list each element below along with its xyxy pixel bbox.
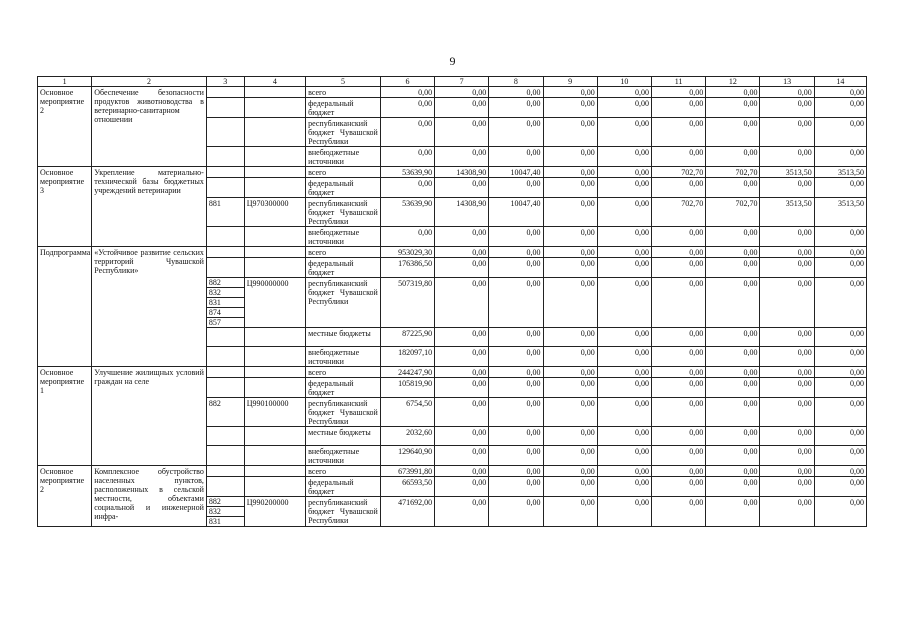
amount-cell: 0,00 [814,87,866,98]
amount-cell: 0,00 [435,247,489,258]
grbs-code-cell [206,278,244,328]
grbs-code-cell [206,367,244,378]
program-type-cell: Подпрограмма [38,247,92,367]
csr-code-cell [244,477,305,497]
column-number-cell: 6 [380,77,434,87]
amount-cell: 0,00 [543,227,597,247]
amount-cell: 0,00 [760,147,814,167]
amount-cell: 0,00 [435,378,489,398]
grbs-code-item: 832 [207,287,244,297]
amount-cell: 0,00 [706,87,760,98]
column-number-cell: 14 [814,77,866,87]
amount-cell: 0,00 [706,427,760,446]
amount-cell: 471692,00 [380,497,434,527]
amount-cell: 0,00 [652,367,706,378]
column-number-cell: 4 [244,77,305,87]
csr-code-cell: Ц990200000 [244,497,305,527]
amount-cell: 0,00 [543,147,597,167]
grbs-code-cell [206,98,244,118]
amount-cell: 0,00 [814,147,866,167]
amount-cell: 0,00 [489,347,543,367]
amount-cell: 0,00 [435,147,489,167]
table-row [38,247,867,258]
amount-cell: 0,00 [597,198,651,227]
amount-cell: 10047,40 [489,167,543,178]
amount-cell: 0,00 [597,147,651,167]
column-number-cell: 2 [92,77,207,87]
column-number-row [38,77,867,87]
column-number-cell: 5 [306,77,381,87]
grbs-code-cell [206,147,244,167]
amount-cell: 0,00 [435,446,489,466]
funding-source-cell: местные бюджеты [306,427,381,446]
amount-cell: 0,00 [652,497,706,527]
amount-cell: 0,00 [706,258,760,278]
amount-cell: 0,00 [706,278,760,328]
amount-cell: 507319,80 [380,278,434,328]
amount-cell: 0,00 [489,247,543,258]
amount-cell: 0,00 [597,278,651,328]
funding-source-cell: республиканский бюджет Чувашской Республики [306,497,381,527]
amount-cell: 0,00 [814,497,866,527]
amount-cell: 0,00 [760,477,814,497]
grbs-code-cell: 882 [206,398,244,427]
funding-source-cell: федеральный бюджет [306,178,381,198]
amount-cell: 0,00 [380,118,434,147]
funding-source-cell: федеральный бюджет [306,378,381,398]
amount-cell: 53639,90 [380,167,434,178]
amount-cell: 0,00 [706,477,760,497]
amount-cell: 0,00 [760,118,814,147]
funding-source-cell: республиканский бюджет Чувашской Республики [306,278,381,328]
amount-cell: 0,00 [706,247,760,258]
csr-code-cell: Ц970300000 [244,198,305,227]
funding-source-cell: всего [306,167,381,178]
amount-cell: 0,00 [543,367,597,378]
amount-cell: 3513,50 [760,167,814,178]
amount-cell: 0,00 [597,427,651,446]
amount-cell: 244247,90 [380,367,434,378]
program-type-cell: Основное мероприятие 1 [38,367,92,466]
column-number-cell: 1 [38,77,92,87]
amount-cell: 0,00 [489,328,543,347]
amount-cell: 0,00 [814,398,866,427]
grbs-code-cell [206,178,244,198]
csr-code-cell [244,98,305,118]
amount-cell: 0,00 [760,446,814,466]
funding-source-cell: всего [306,367,381,378]
amount-cell: 0,00 [489,466,543,477]
amount-cell: 3513,50 [760,198,814,227]
amount-cell: 0,00 [380,87,434,98]
csr-code-cell [244,427,305,446]
funding-source-cell: внебюджетные источники [306,227,381,247]
amount-cell: 0,00 [706,98,760,118]
amount-cell: 0,00 [543,178,597,198]
amount-cell: 0,00 [760,427,814,446]
amount-cell: 105819,90 [380,378,434,398]
column-number-cell: 11 [652,77,706,87]
amount-cell: 0,00 [435,347,489,367]
program-name-cell: Комплексное обустройство населенных пунктов, расположенных в сельской местности, объектами социальной и инженерной инфра- [92,466,207,527]
csr-code-cell [244,466,305,477]
amount-cell: 0,00 [489,147,543,167]
amount-cell: 0,00 [814,367,866,378]
amount-cell: 182097,10 [380,347,434,367]
amount-cell: 0,00 [760,466,814,477]
amount-cell: 0,00 [814,278,866,328]
grbs-code-list [209,278,242,327]
amount-cell: 0,00 [543,398,597,427]
csr-code-cell [244,328,305,347]
csr-code-cell [244,118,305,147]
table-row [38,167,867,178]
funding-source-cell: республиканский бюджет Чувашской Республики [306,198,381,227]
grbs-code-cell [206,118,244,147]
grbs-code-cell [206,497,244,527]
amount-cell: 0,00 [814,98,866,118]
amount-cell: 53639,90 [380,198,434,227]
csr-code-cell [244,258,305,278]
amount-cell: 0,00 [380,178,434,198]
amount-cell: 0,00 [706,398,760,427]
amount-cell: 0,00 [760,258,814,278]
amount-cell: 0,00 [760,87,814,98]
csr-code-cell [244,87,305,98]
csr-code-cell [244,178,305,198]
amount-cell: 0,00 [489,227,543,247]
amount-cell: 0,00 [814,477,866,497]
amount-cell: 0,00 [489,178,543,198]
amount-cell: 0,00 [597,178,651,198]
funding-source-cell: внебюджетные источники [306,147,381,167]
amount-cell: 0,00 [543,167,597,178]
amount-cell: 87225,90 [380,328,434,347]
csr-code-cell: Ц990000000 [244,278,305,328]
amount-cell: 0,00 [760,247,814,258]
amount-cell: 0,00 [652,378,706,398]
amount-cell: 953029,30 [380,247,434,258]
amount-cell: 0,00 [652,477,706,497]
column-number-cell: 12 [706,77,760,87]
amount-cell: 0,00 [489,497,543,527]
amount-cell: 0,00 [543,477,597,497]
program-name-cell: Укрепление материально-технической базы бюджетных учреждений ветеринарии [92,167,207,247]
grbs-code-item: 832 [207,506,244,516]
amount-cell: 0,00 [706,147,760,167]
grbs-code-cell [206,328,244,347]
amount-cell: 0,00 [489,118,543,147]
amount-cell: 0,00 [706,118,760,147]
amount-cell: 0,00 [652,258,706,278]
amount-cell: 0,00 [706,347,760,367]
amount-cell: 0,00 [652,427,706,446]
csr-code-cell [244,347,305,367]
amount-cell: 0,00 [543,98,597,118]
amount-cell: 0,00 [706,446,760,466]
grbs-code-cell [206,446,244,466]
funding-source-cell: внебюджетные источники [306,347,381,367]
amount-cell: 0,00 [435,227,489,247]
amount-cell: 0,00 [435,427,489,446]
amount-cell: 0,00 [706,367,760,378]
amount-cell: 0,00 [489,446,543,466]
amount-cell: 0,00 [760,278,814,328]
amount-cell: 0,00 [380,98,434,118]
amount-cell: 0,00 [597,446,651,466]
amount-cell: 0,00 [814,328,866,347]
amount-cell: 0,00 [814,118,866,147]
amount-cell: 0,00 [489,427,543,446]
amount-cell: 0,00 [814,446,866,466]
amount-cell: 673991,80 [380,466,434,477]
amount-cell: 0,00 [760,98,814,118]
amount-cell: 0,00 [597,118,651,147]
amount-cell: 0,00 [380,147,434,167]
amount-cell: 0,00 [760,227,814,247]
amount-cell: 176386,50 [380,258,434,278]
amount-cell: 0,00 [814,427,866,446]
program-name-cell: Обеспечение безопасности продуктов животноводства в ветеринарно-санитарном отношении [92,87,207,167]
amount-cell: 0,00 [489,367,543,378]
amount-cell: 0,00 [380,227,434,247]
amount-cell: 0,00 [706,328,760,347]
amount-cell: 0,00 [597,378,651,398]
program-type-cell: Основное мероприятие 2 [38,87,92,167]
amount-cell: 0,00 [435,118,489,147]
amount-cell: 0,00 [597,398,651,427]
grbs-code-cell [206,227,244,247]
amount-cell: 0,00 [652,178,706,198]
amount-cell: 0,00 [543,198,597,227]
csr-code-cell [244,227,305,247]
program-type-cell: Основное мероприятие 3 [38,167,92,247]
table-row [38,87,867,98]
funding-source-cell: внебюджетные источники [306,446,381,466]
amount-cell: 0,00 [543,446,597,466]
amount-cell: 0,00 [435,497,489,527]
grbs-code-item: 857 [207,317,244,327]
amount-cell: 0,00 [760,367,814,378]
column-number-cell: 8 [489,77,543,87]
amount-cell: 0,00 [435,328,489,347]
amount-cell: 0,00 [489,258,543,278]
amount-cell: 0,00 [435,367,489,378]
amount-cell: 0,00 [489,477,543,497]
amount-cell: 0,00 [652,87,706,98]
amount-cell: 0,00 [814,466,866,477]
program-name-cell: «Устойчивое развитие сельских территорий Чувашской Республики» [92,247,207,367]
funding-source-cell: республиканский бюджет Чувашской Республики [306,118,381,147]
amount-cell: 0,00 [597,87,651,98]
amount-cell: 0,00 [543,328,597,347]
amount-cell: 14308,90 [435,198,489,227]
csr-code-cell [244,147,305,167]
table-row [38,367,867,378]
amount-cell: 0,00 [597,466,651,477]
amount-cell: 14308,90 [435,167,489,178]
amount-cell: 0,00 [814,178,866,198]
csr-code-cell [244,247,305,258]
amount-cell: 0,00 [435,398,489,427]
amount-cell: 0,00 [652,227,706,247]
grbs-code-item: 874 [207,307,244,317]
csr-code-cell [244,378,305,398]
amount-cell: 129640,90 [380,446,434,466]
amount-cell: 702,70 [652,167,706,178]
program-name-cell: Улучшение жилищных условий граждан на селе [92,367,207,466]
amount-cell: 0,00 [760,378,814,398]
amount-cell: 0,00 [489,398,543,427]
table-body [38,77,867,527]
program-type-cell: Основное мероприятие 2 [38,466,92,527]
amount-cell: 0,00 [597,247,651,258]
grbs-code-cell [206,466,244,477]
grbs-code-cell [206,427,244,446]
page-number: 9 [449,54,456,68]
csr-code-cell: Ц990100000 [244,398,305,427]
funding-source-cell: федеральный бюджет [306,258,381,278]
grbs-code-item: 882 [208,497,221,506]
funding-source-cell: республиканский бюджет Чувашской Республики [306,398,381,427]
grbs-code-cell [206,347,244,367]
amount-cell: 0,00 [489,87,543,98]
amount-cell: 0,00 [652,347,706,367]
amount-cell: 0,00 [435,87,489,98]
amount-cell: 702,70 [652,198,706,227]
amount-cell: 0,00 [597,258,651,278]
amount-cell: 0,00 [543,258,597,278]
amount-cell: 0,00 [489,98,543,118]
amount-cell: 3513,50 [814,198,866,227]
amount-cell: 0,00 [706,497,760,527]
amount-cell: 702,70 [706,167,760,178]
csr-code-cell [244,167,305,178]
amount-cell: 66593,50 [380,477,434,497]
amount-cell: 0,00 [597,477,651,497]
grbs-code-item: 882 [208,278,221,287]
funding-source-cell: всего [306,247,381,258]
amount-cell: 0,00 [760,497,814,527]
amount-cell: 0,00 [760,347,814,367]
amount-cell: 0,00 [652,398,706,427]
amount-cell: 0,00 [652,118,706,147]
amount-cell: 0,00 [597,227,651,247]
amount-cell: 0,00 [814,247,866,258]
amount-cell: 702,70 [706,198,760,227]
amount-cell: 0,00 [814,258,866,278]
column-number-cell: 13 [760,77,814,87]
amount-cell: 0,00 [706,178,760,198]
amount-cell: 0,00 [814,378,866,398]
amount-cell: 0,00 [543,497,597,527]
amount-cell: 0,00 [435,258,489,278]
amount-cell: 0,00 [435,477,489,497]
amount-cell: 0,00 [597,367,651,378]
amount-cell: 0,00 [435,98,489,118]
amount-cell: 0,00 [597,347,651,367]
amount-cell: 0,00 [597,98,651,118]
grbs-code-item: 831 [207,516,244,526]
amount-cell: 0,00 [543,247,597,258]
amount-cell: 0,00 [652,247,706,258]
amount-cell: 0,00 [489,278,543,328]
amount-cell: 3513,50 [814,167,866,178]
amount-cell: 0,00 [597,497,651,527]
grbs-code-cell [206,247,244,258]
amount-cell: 0,00 [652,466,706,477]
amount-cell: 0,00 [652,446,706,466]
column-number-cell: 10 [597,77,651,87]
amount-cell: 2032,60 [380,427,434,446]
grbs-code-cell [206,378,244,398]
amount-cell: 0,00 [652,147,706,167]
amount-cell: 0,00 [597,328,651,347]
amount-cell: 0,00 [706,227,760,247]
amount-cell: 0,00 [597,167,651,178]
amount-cell: 0,00 [435,178,489,198]
grbs-code-cell [206,258,244,278]
funding-source-cell: всего [306,466,381,477]
funding-source-cell: местные бюджеты [306,328,381,347]
column-number-cell: 7 [435,77,489,87]
funding-source-cell: всего [306,87,381,98]
amount-cell: 0,00 [814,347,866,367]
amount-cell: 0,00 [543,347,597,367]
amount-cell: 0,00 [489,378,543,398]
amount-cell: 0,00 [435,466,489,477]
grbs-code-cell: 881 [206,198,244,227]
amount-cell: 0,00 [760,398,814,427]
amount-cell: 0,00 [543,278,597,328]
csr-code-cell [244,367,305,378]
table-row [38,466,867,477]
amount-cell: 0,00 [543,466,597,477]
amount-cell: 0,00 [706,466,760,477]
grbs-code-cell [206,167,244,178]
amount-cell: 0,00 [543,427,597,446]
funding-source-cell: федеральный бюджет [306,477,381,497]
amount-cell: 0,00 [814,227,866,247]
amount-cell: 0,00 [543,118,597,147]
column-number-cell: 9 [543,77,597,87]
amount-cell: 0,00 [543,378,597,398]
grbs-code-cell [206,87,244,98]
amount-cell: 0,00 [652,278,706,328]
funding-source-cell: федеральный бюджет [306,98,381,118]
amount-cell: 0,00 [652,328,706,347]
amount-cell: 0,00 [760,178,814,198]
amount-cell: 6754,50 [380,398,434,427]
amount-cell: 0,00 [652,98,706,118]
grbs-code-cell [206,477,244,497]
amount-cell: 10047,40 [489,198,543,227]
amount-cell: 0,00 [706,378,760,398]
amount-cell: 0,00 [543,87,597,98]
amount-cell: 0,00 [760,328,814,347]
grbs-code-list [209,497,242,526]
amount-cell: 0,00 [435,278,489,328]
budget-table [37,76,867,527]
csr-code-cell [244,446,305,466]
grbs-code-item: 831 [207,297,244,307]
column-number-cell: 3 [206,77,244,87]
